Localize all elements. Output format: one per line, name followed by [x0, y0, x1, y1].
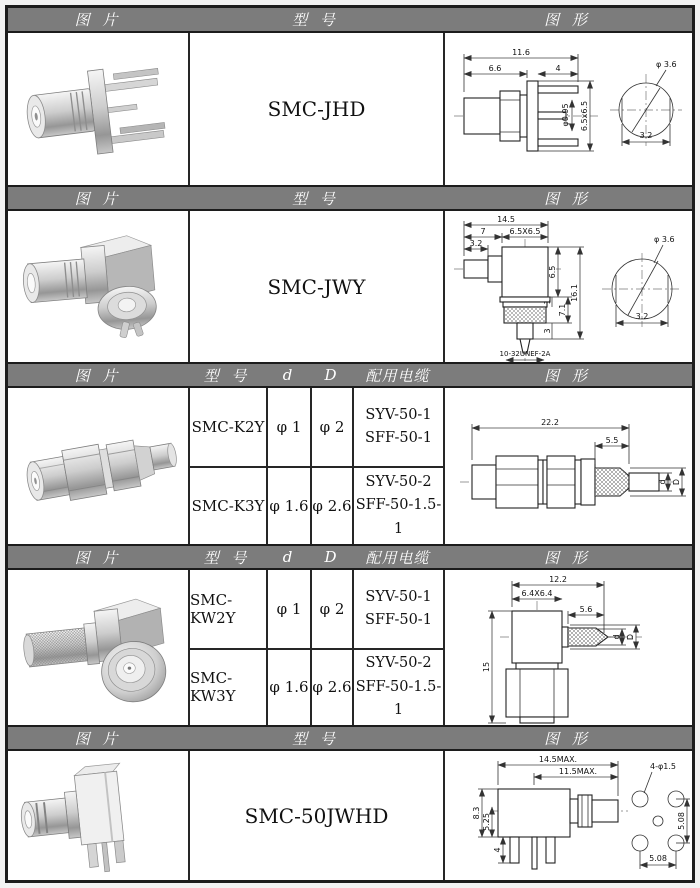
- product-photo-smc-jhd: [16, 39, 180, 179]
- col-header-drawing: 图 形: [544, 189, 591, 208]
- d-value: φ 1.6: [266, 648, 310, 726]
- model-cell: SMC-K2Y: [188, 388, 266, 466]
- cable-line-2: SFF-50-1: [365, 430, 432, 446]
- dim-holes: 4-φ1.5: [649, 761, 676, 771]
- cable-cell: [352, 466, 443, 544]
- drawing-cell: [443, 33, 692, 185]
- dim-pin-dia: φ0.95: [560, 103, 570, 127]
- dim-pin-h: 5.25: [481, 812, 491, 831]
- dim-overall: 22.2: [540, 418, 559, 427]
- d-value: φ 1.6: [266, 466, 310, 544]
- cable-line-1: SYV-50-2: [365, 474, 432, 491]
- product-photo-smc-50jwhd: [16, 756, 180, 876]
- cable-cell: [352, 648, 443, 726]
- section-smc-jhd: [8, 8, 692, 185]
- section-header-row: [8, 8, 692, 33]
- product-photo-smc-kw2y: [16, 578, 180, 718]
- cable-cell: [352, 570, 443, 648]
- photo-cell: [8, 751, 188, 880]
- col-header-model: 型 号: [203, 366, 251, 385]
- section-header-row: [8, 725, 692, 751]
- section-content-row: [8, 388, 692, 544]
- drawing-cell: [443, 570, 692, 725]
- dim-inner: 11.5MAX.: [558, 766, 597, 776]
- dim-D: D: [625, 633, 635, 641]
- section-content-row: [8, 211, 692, 362]
- drawing-cell: [443, 211, 692, 363]
- drawing-cell: [443, 388, 692, 544]
- dim-pitch-h: 5.08: [648, 853, 667, 863]
- col-header-d: d: [282, 366, 294, 384]
- col-header-d: d: [282, 548, 294, 566]
- photo-cell: [8, 388, 188, 544]
- dim-face-dia: φ 3.6: [655, 60, 677, 69]
- col-header-photo: 图 片: [74, 548, 122, 567]
- D-value: φ 2: [310, 388, 352, 466]
- col-header-drawing: 图 形: [544, 11, 591, 29]
- section-smc-50jwhd: [8, 725, 692, 880]
- dim-thread-len: 3: [542, 328, 552, 334]
- photo-cell: [8, 570, 188, 725]
- tech-drawing-smc-kw2y: [446, 571, 692, 724]
- dim-leg-h: 4: [492, 846, 502, 853]
- model-cell: SMC-JHD: [188, 33, 443, 185]
- d-value: φ 1: [266, 388, 310, 466]
- section-smc-kw2y-kw3y: [8, 544, 692, 725]
- dim-tail: 5.6: [579, 605, 592, 614]
- photo-cell: [8, 211, 188, 363]
- photo-cell: [8, 33, 188, 185]
- model-cell: SMC-KW3Y: [188, 648, 266, 726]
- model-cell: SMC-50JWHD: [188, 751, 443, 880]
- col-header-model: 型 号: [292, 11, 339, 29]
- col-header-D: D: [324, 548, 338, 566]
- col-header-D: D: [324, 366, 338, 384]
- col-header-cable: 配用电缆: [365, 548, 430, 567]
- D-value: φ 2.6: [310, 466, 352, 544]
- dim-d: d: [611, 634, 621, 640]
- cable-line-1: SYV-50-2: [365, 655, 432, 672]
- cable-line-1: SYV-50-1: [365, 588, 432, 605]
- dim-tip-len: 3.2: [469, 239, 482, 248]
- section-content-row: [8, 33, 692, 185]
- dim-face-flat: 3.2: [635, 312, 648, 321]
- col-header-photo: 图 片: [74, 189, 122, 208]
- dim-front-len: 7: [479, 227, 486, 236]
- col-header-photo: 图 片: [74, 729, 122, 748]
- section-header-row: [8, 185, 692, 211]
- model-cell: SMC-KW2Y: [188, 570, 266, 648]
- dim-flange-sq: 6.5x6.5: [579, 100, 589, 132]
- tech-drawing-smc-50jwhd: [446, 755, 692, 877]
- col-header-drawing: 图 形: [544, 729, 591, 748]
- section-smc-jwy: [8, 185, 692, 362]
- section-content-row: [8, 751, 692, 880]
- cable-cell: [352, 388, 443, 466]
- col-header-model: 型 号: [292, 189, 339, 208]
- col-header-cable: 配用电缆: [365, 366, 430, 385]
- dim-tail: 5.5: [605, 436, 618, 445]
- col-header-photo: 图 片: [74, 366, 122, 385]
- dim-bulkhead-h: 7.1: [557, 303, 567, 317]
- tech-drawing-smc-jhd: [446, 34, 692, 184]
- d-value: φ 1: [266, 570, 310, 648]
- tech-drawing-smc-jwy: [446, 211, 692, 363]
- cable-line-2: SFF-50-1: [365, 611, 432, 628]
- dim-front-len: 6.6: [488, 64, 501, 73]
- catalog-table: [5, 5, 695, 883]
- section-header-row: [8, 362, 692, 388]
- dim-overall: 14.5MAX.: [538, 754, 577, 764]
- D-value: φ 2: [310, 570, 352, 648]
- dim-face-dia: φ 3.6: [653, 235, 675, 244]
- drawing-cell: [443, 751, 692, 880]
- dim-pitch-v: 5.08: [676, 811, 686, 830]
- dim-body-h: 6.5: [547, 265, 557, 279]
- dim-washer-h: 1: [542, 299, 552, 305]
- cable-line-2: SFF-50-1.5-1: [355, 678, 442, 718]
- model-cell: SMC-JWY: [188, 211, 443, 363]
- dim-face-flat: 3.2: [639, 131, 652, 140]
- col-header-model: 型 号: [203, 548, 251, 567]
- dim-overall: 11.6: [511, 48, 530, 57]
- dim-body-h: 8.3: [471, 806, 481, 819]
- product-photo-smc-k2y: [16, 396, 180, 536]
- dim-D: D: [671, 478, 681, 486]
- dim-height: 15: [481, 661, 491, 673]
- section-content-row: [8, 570, 692, 725]
- D-value: φ 2.6: [310, 648, 352, 726]
- cable-line-2: SFF-50-1.5-1: [355, 497, 442, 537]
- col-header-drawing: 图 形: [544, 366, 591, 385]
- tech-drawing-smc-k2y: [446, 390, 692, 542]
- section-header-row: [8, 544, 692, 570]
- dim-overall: 14.5: [496, 215, 515, 224]
- product-photo-smc-jwy: [16, 217, 180, 357]
- dim-total-h: 16.1: [569, 284, 579, 302]
- cable-line-1: SYV-50-1: [365, 406, 432, 423]
- col-header-photo: 图 片: [74, 11, 122, 29]
- dim-body-sq: 6.4X6.4: [521, 589, 552, 598]
- dim-body-sq: 6.5X6.5: [509, 227, 540, 236]
- dim-tail-len: 4: [554, 64, 561, 73]
- col-header-drawing: 图 形: [544, 548, 591, 567]
- thread-spec: 10-32UNEF-2A: [499, 350, 550, 358]
- col-header-model: 型 号: [292, 729, 339, 748]
- model-cell: SMC-K3Y: [188, 466, 266, 544]
- dim-d: d: [657, 479, 667, 485]
- section-smc-k2y-k3y: [8, 362, 692, 544]
- dim-overall: 12.2: [548, 575, 567, 584]
